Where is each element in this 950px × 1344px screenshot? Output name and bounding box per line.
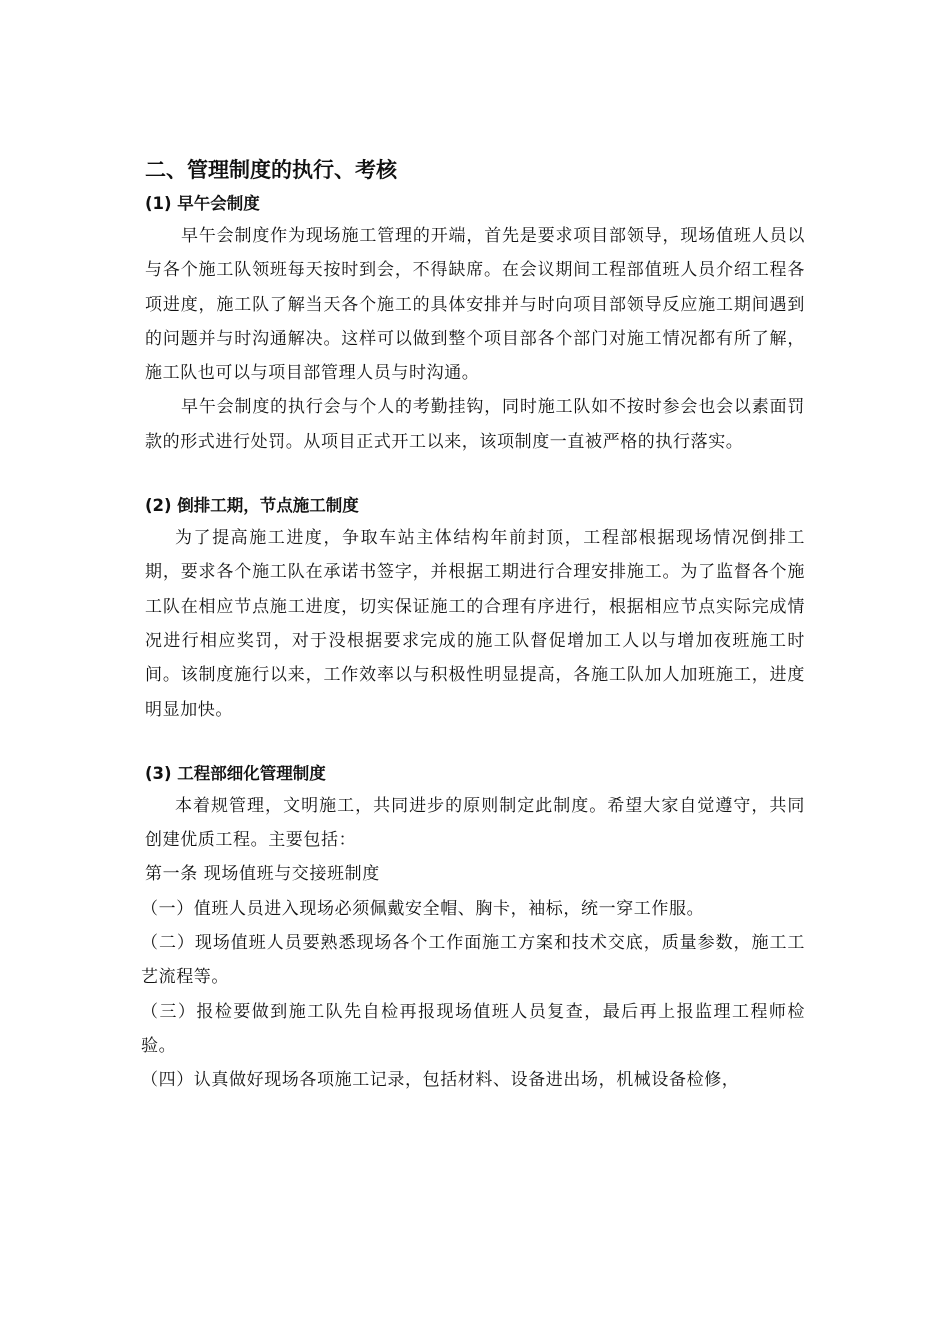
spacer: [145, 727, 805, 761]
article-heading: 第一条 现场值班与交接班制度: [145, 864, 380, 885]
spacer: [145, 459, 805, 493]
list-item: （一）值班人员进入现场必须佩戴安全帽、胸卡，袖标，统一穿工作服。: [141, 898, 705, 919]
subsection-heading-1: (1) 早午会制度: [145, 194, 260, 213]
paragraph: 早午会制度的执行会与个人的考勤挂钩，同时施工队如不按时参会也会以素面罚款的形式进行处罚。从项目正式开工以来，该项制度一直被严格的执行落实。: [145, 397, 805, 452]
paragraph: 早午会制度作为现场施工管理的开端，首先是要求项目部领导，现场值班人员以与各个施工队领班每天按时到会，不得缺席。在会议期间工程部值班人员介绍工程各项进度，施工队了解当天各个施工的具体安排并与时向项目部领导反应施工期间遇到的问题并与时沟通解决。这样可以做到整个项目部各个部门对施工情况都有所了解，施工队也可以与项目部管理人员与时沟通。: [145, 226, 805, 384]
list-item: （三）报检要做到施工队先自检再报现场值班人员复查，最后再上报监理工程师检验。: [141, 1001, 805, 1056]
subsection-heading-2: (2) 倒排工期，节点施工制度: [145, 496, 359, 516]
list-item: （二）现场值班人员要熟悉现场各个工作面施工方案和技术交底，质量参数，施工工艺流程等。: [141, 933, 805, 988]
paragraph: 本着规管理，文明施工，共同进步的原则制定此制度。希望大家自觉遵守，共同创建优质工程。主要包括：: [145, 795, 805, 851]
subsection-heading-3: (3) 工程部细化管理制度: [145, 763, 326, 783]
paragraph: 为了提高施工进度，争取车站主体结构年前封顶，工程部根据现场情况倒排工期，要求各个施工队在承诺书签字，并根据工期进行合理安排施工。为了监督各个施工队在相应节点施工进度，切实保证施工的合理有序进行，根据相应节点实际完成情况进行相应奖罚，对于没根据要求完成的施工队督促增加工人以与增加夜班施工时间。该制度施行以来，工作效率以与积极性明显提高，各施工队加人加班施工，进度明显加快。: [145, 528, 805, 720]
section-title: 二、管理制度的执行、考核: [145, 158, 397, 182]
document-page: [141, 155, 805, 1098]
list-item: （四）认真做好现场各项施工记录，包括材料、设备进出场，机械设备检修，: [141, 1070, 740, 1091]
